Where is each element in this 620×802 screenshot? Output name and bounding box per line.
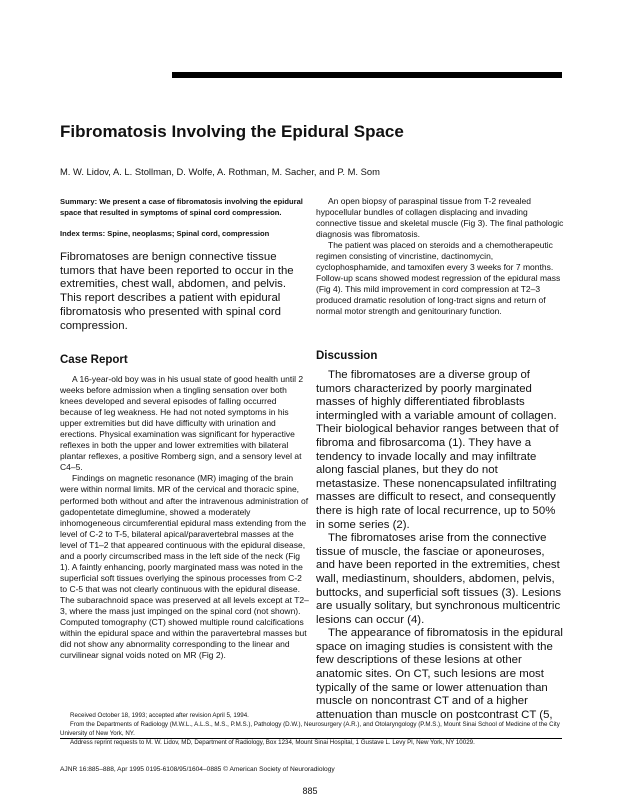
case-report-body [60,374,310,661]
case-paragraph: Findings on magnetic resonance (MR) imaging of the brain were within normal limits. MR of the cervical and thoracic spine, performed both without and after the intravenous administration of gadopentetate dimeglumine, showed a moderately inhomogeneous circumferential epidural mass extending from the level of C-2 to T-5, bilateral apical/paravertebral masses at the level of T1–2 that appeared continuous with the epidural disease, and a poorly circumscribed mass in the left side of the neck (Fig 1). A faintly enhancing, poorly marginated mass was noted in the superficial soft tissues overlying the spinous processes from C-2 to C-5 that was not clearly continuous with the epidural disease. The subarachnoid space was preserved at all levels except at T2–3, where the mass just impinged on the spinal cord (not shown). Computed tomography (CT) showed multiple round calcifications within the epidural space and within the paravertebral masses but did not show any abnormality corresponding to the linear and curvilinear signal voids noted on MR (Fig 2). [60,473,309,661]
author-list: M. W. Lidov, A. L. Stollman, D. Wolfe, A. Rothman, M. Sacher, and P. M. Som [60,166,380,177]
discussion-paragraph: The fibromatoses arise from the connective tissue of muscle, the fasciae or aponeuroses, and have been reported in the extremities, chest wall, mediastinum, shoulders, abdomen, pelvis, buttocks, and superficial soft tissues (3). Lesions are usually solitary, but synchronous multicentric lesions can occur (4). [316,532,562,626]
header-rule [172,72,562,78]
discussion-paragraph: The fibromatoses are a diverse group of tumors characterized by poorly marginated masses of highly differentiated fibroblasts intermingled with a variable amount of collagen. Their biological behavior ranges between that of fibroma and fibrosarcoma (1). They have a tendency to invade locally and may infiltrate along fascial planes, but they do not metastasize. These nonencapsulated infiltrating masses are difficult to resect, and consequently there is high rate of local recurrence, up to 50% in some series (2). [316,369,559,531]
summary: Summary: We present a case of fibromatosis involving the epidural space that resulted in symptoms of spinal cord compression. [60,197,303,217]
discussion-heading: Discussion [316,350,378,362]
index-terms: Index terms: Spine, neoplasms; Spinal cord, compression [60,229,270,238]
case-paragraph: A 16-year-old boy was in his usual state of good health until 2 weeks before admission when a tingling sensation over both knees developed and several episodes of falling occurred because of leg weakness. He had not noted symptoms in his upper extremities but did have difficulty with urination and erections. Physical examination was significant for hyperactive reflexes in both the upper and lower extremities with bilateral plantar reflexes, a positive Romberg sign, and a sensory level at C4–5. [60,374,304,473]
left-column-top [60,196,310,333]
case-report-heading: Case Report [60,354,128,366]
discussion-body [316,369,564,722]
footnote-reprints: Address reprint requests to M. W. Lidov, MD, Department of Radiology, Box 1234, Mount Sinai Hospital, 1 Gustave L. Levy Pl, New York, NY 10029. [70,739,475,746]
article-title: Fibromatosis Involving the Epidural Space [60,122,404,141]
footnotes [60,711,562,747]
footnote-affiliations: From the Departments of Radiology (M.W.L., A.L.S., M.S., P.M.S.), Pathology (D.W.), Neurosurgery (A.R.), and Otolaryngology (P.M.S.), Mount Sinai School of Medicine of the City University of New York, NY. [60,721,560,737]
discussion-paragraph: The appearance of fibromatosis in the epidural space on imaging studies is consistent with the few descriptions of these lesions at other anatomic sites. On CT, such lesions are most typically of the same or lower attenuation than muscle on noncontrast CT and of a higher attenuation than muscle on postcontrast CT (5, [316,627,563,721]
right-intro [316,196,564,318]
journal-citation: AJNR 16:885–888, Apr 1995 0195-6108/95/1604–0885 © American Society of Neuroradiology [60,766,335,773]
treatment-paragraph: The patient was placed on steroids and a chemotherapeutic regimen consisting of vincristine, dactinomycin, cyclophosphamide, and tamoxifen every 3 weeks for 7 months. Follow-up scans showed modest regression of the epidural mass (Fig 4). This mild improvement in cord compression at T2–3 produced dramatic resolution of long-tract signs and return of normal motor strength and genitourinary function. [316,240,561,317]
lead-paragraph: Fibromatoses are benign connective tissue tumors that have been reported to occur in the extremities, chest wall, abdomen, and pelvis. This report describes a patient with epidural fibromatosis who presented with spinal cord compression. [60,251,294,332]
page-number: 885 [302,786,318,796]
biopsy-paragraph: An open biopsy of paraspinal tissue from T-2 revealed hypocellular bundles of collagen displacing and invading connective tissue and skeletal muscle (Fig 3). The final pathologic diagnosis was fibromatosis. [316,196,564,240]
footnote-received: Received October 18, 1993; accepted after revision April 5, 1994. [70,712,249,719]
